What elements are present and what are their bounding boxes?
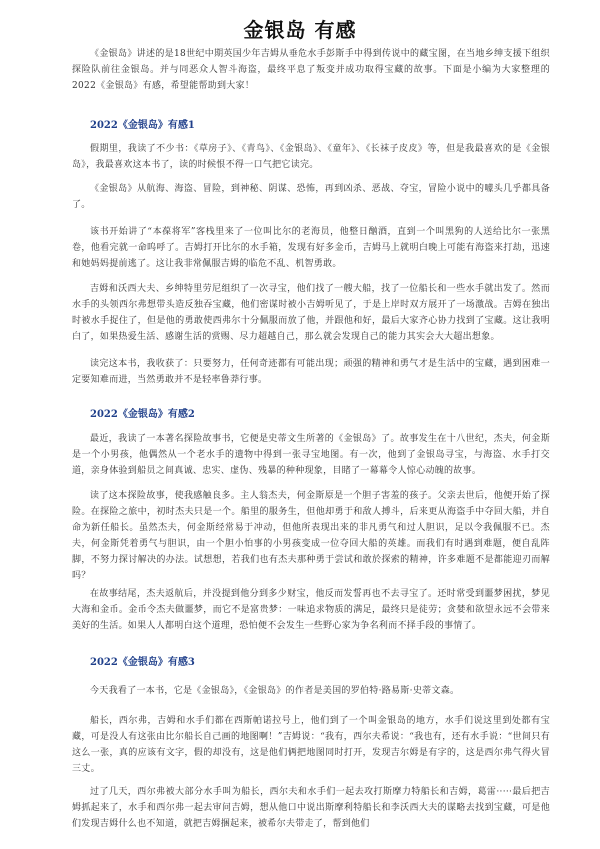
section-heading-3: 2022《金银岛》有感3 [90,657,195,668]
section-2-paragraph-3: 在故事结尾，杰夫返航后，并没提到他分到多少财宝，他反而发誓再也不去寻宝了。还时常受到噩梦困扰，梦见大海和金币。金币令杰夫做噩梦，而它不是富贵梦：一味追求物质的满足，最终只是徒劳；贪婪和欲望永远不会带来美好的生活。如果人人都明白这个道理，恐怕便不会发生一些野心家为争名利而不择手段的事情了。 [72,589,550,631]
section-1-paragraph-4: 吉姆和沃西大夫、乡绅特里劳尼组织了一次寻宝，他们找了一艘大船，找了一位船长和一些水手就出发了。然而水手的头领西尔弗想带头造反独吞宝藏，他们密谋时被小吉姆听见了，于是上岸时双方展开了一场激战。吉姆在独出时被水手捉住了，但是他的勇敢使西弗尔十分佩服而放了他，并跟他和好，最后大家齐心协力找到了宝藏。这让我明白了，如果热爱生活、感谢生活的赏赐、尽力超越自己，那么就会发现自己的能力其实会大大超出想象。 [72,284,550,342]
section-3-paragraph-3: 过了几天，西尔弗被大部分水手叫为船长，西尔夫和水手们一起去攻打斯摩力特船长和吉姆，葛雷·····最后把吉姆抓起来了，水手和西尔弗一起去审问吉姆，想从他口中说出斯摩利特船长和李沃西大夫的谋略去找到宝藏，可是他们发现吉姆什么也不知道，就把吉姆捆起来，被希尔夫带走了，帮到他们 [72,787,550,829]
section-1-paragraph-5: 读完这本书，我收获了：只要努力，任何奇迹都有可能出现；顽强的精神和勇气才是生活中的宝藏，遇到困难一定要知难而进，当然勇敢并不是轻率鲁莽行事。 [72,359,550,385]
section-1-paragraph-1: 假期里，我读了不少书：《草房子》、《青鸟》、《金银岛》、《童年》、《长袜子皮皮》等，但是我最喜欢的是《金银岛》，我最喜欢这本书了，读的时候恨不得一口气把它读完。 [72,144,550,170]
section-2-paragraph-2: 读了这本探险故事，使我感触良多。主人翁杰夫，何金斯原是一个胆子害羞的孩子。父亲去世后，他便开始了探险。在探险之旅中，初时杰夫只是一个。船里的服务生，但他却勇于和敌人搏斗，后来更从海盗手中夺回大船，并自命为新任船长。虽然杰夫，何金斯经常易于冲动，但他所表现出来的非凡勇气和过人胆识，足以令我佩服不已。杰夫，何金斯凭着勇气与胆识，由一个胆小怕事的小男孩变成一位夺回大船的英雄。而我们有时遇到难题，便自乱阵脚，不努力探讨解决的办法。试想想，若我们也有杰夫那种勇于尝试和敢於探索的精神，许多难题不是都能迎刃而解吗？ [72,491,550,581]
section-2-paragraph-1: 最近，我读了一本著名探险故事书，它便是史蒂文生所著的《金银岛》了。故事发生在十八世纪，杰夫，何金斯是一个小男孩，他偶然从一个老水手的遗物中得到一张寻宝地图。有一次，他到了金银岛寻宝，与海盗、水手打交道，亲身体验到船员之间真诚、忠实、虚伪、残暴的种种现象，目睹了一幕幕令人惊心动魄的故事。 [72,434,550,476]
section-3-paragraph-1: 今天我看了一本书，它是《金银岛》，《金银岛》的作者是美国的罗伯特·路易斯·史蒂文森。 [90,686,460,696]
section-1-paragraph-3: 该书开始讲了“本葆将军”客栈里来了一位叫比尔的老海员，他整日酗酒，直到一个叫黑狗的人送给比尔一张黑卷，他看完就一命呜呼了。吉姆打开比尔的水手箱，发现有好多金币，吉姆马上就明白晚上可能有海盗来打劫，迅速和她妈妈提前逃了。这让我非常佩服吉姆的临危不乱、机智勇敢。 [72,227,550,269]
section-3-paragraph-2: 船长，西尔弗，吉姆和水手们都在西斯帕诺拉号上，他们到了一个叫金银岛的地方，水手们说这里到处都有宝藏，可是没人有这张由比尔船长自己画的地图啊！”吉姆说：“我有，西尔夫希说：“我也有，还有水手说：“世间只有这么一张，真的应该有文字，假的却没有，这是他们俩把地图同时打开，发现吉尔姆是有字的，这是西尔弗气得火冒三丈。 [72,716,550,774]
intro-paragraph: 《金银岛》讲述的是18世纪中期英国少年吉姆从垂危水手彭斯手中得到传说中的藏宝图，在当地乡绅支援下组织探险队前往金银岛。并与同恶众人智斗海盗，最终平息了叛变并成功取得宝藏的故事。下面是小编为大家整理的2022《金银岛》有感，希望能帮助到大家！ [72,49,550,91]
section-heading-2: 2022《金银岛》有感2 [90,409,195,420]
section-1-paragraph-2: 《金银岛》从航海、海盗、冒险，到神秘、阴谋、恐怖，再到凶杀、恶战、夺宝，冒险小说中的噱头几乎都具备了。 [72,184,550,210]
page-title: 金银岛 有感 [243,18,357,42]
section-heading-1: 2022《金银岛》有感1 [90,120,195,131]
